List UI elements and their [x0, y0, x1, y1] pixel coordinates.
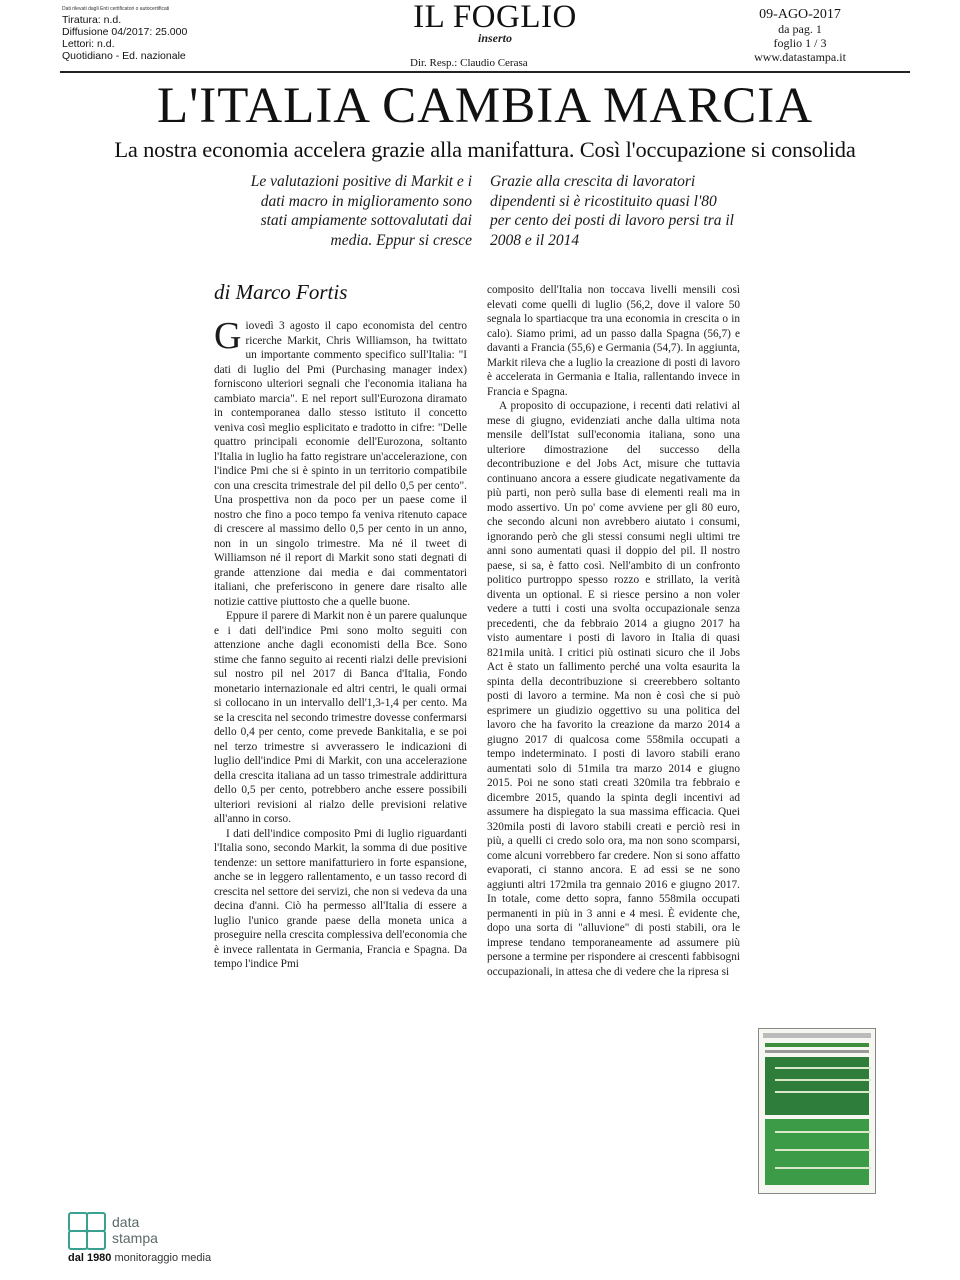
thumb-line	[775, 1149, 871, 1151]
logo-word-stampa: stampa	[112, 1230, 158, 1246]
logo-tagline: dal 1980 monitoraggio media	[68, 1252, 212, 1264]
thumb-subtitle	[765, 1050, 869, 1053]
da-pag: da pag. 1	[778, 22, 822, 36]
tiratura: Tiratura: n.d.	[62, 14, 122, 26]
article-column-2	[487, 283, 740, 1195]
quotidiano: Quotidiano - Ed. nazionale	[62, 50, 186, 62]
masthead-name: IL FOGLIO	[413, 0, 577, 35]
paragraph: A proposito di occupazione, i recenti dati relativi al mese di giugno, evidenziati anche dalla ultima nota mensile dell'Istat sull'economia italiana, sono una ulteriore dimostrazione del successo della decontribuzione e del Jobs Act, misure che tuttavia continuano ancora a essere giudicate negativamente da più parti, non però sulla base di elementi reali ma in modo assertivo. Un po' come avviene per gli 80 euro, che secondo alcuni non avrebbero aiutato i consumi, ignorando però che gli stessi consumi negli ultimi tre anni sono aumentati quasi il doppio del pil. Il nostro paese, si sa, è fatto così. Nell'ambito di un confronto politico purtroppo spesso rozzo e strillato, la verità diventa un optional. E si riesce persino a non voler vedere a tutti i costi una svolta occupazionale senza precedenti, che da febbraio 2014 a giugno 2017 ha visto aumentare i posti di lavoro in Italia di quasi 821mila unità. I critici più ostinati sicuro che il Jobs Act è stato un fallimento perché una volta esaurita la spinta della decontribuzione si creerebbero soltanto posti di lavoro a termine. Ma non è così che si può esprimere un giudizio oggettivo su una politica del lavoro che ha favorito la creazione da marzo 2014 a giugno 2017 di qualcosa come 558mila occupati a tempo indeterminato. I posti di lavoro stabili erano aumentati solo di 51mila tra marzo 2014 e giugno 2015. Poi ne sono stati creati 320mila tra febbraio e dicembre 2015, quando la spinta degli incentivi ad assumere ha dispiegato la sua massima efficacia. Quei 320mila posti di lavoro stabili creati e perciò resi in più, a quelli ci credo solo ora, ma non sono scomparsi, come alcuni vorrebbero far credere. Non si sono affatto evaporati, ci stanno ancora. E ad essi se ne sono aggiunti altri 172mila tra gennaio 2016 e giugno 2017. In totale, come detto sopra, fanno 558mila occupati permanenti in più in 3 anni e 4 mesi. È evidente che, dopo una sorta di "alluvione" di posti stabili, ora le imprese tendano temporaneamente ad assumere più persone a termine per rispondere ai crescenti fabbisogni occupazionali, in attesa che di vedere che la ripresa si	[487, 400, 740, 978]
header-info	[62, 6, 362, 62]
thumb-line	[775, 1067, 871, 1069]
paragraph: Giovedì 3 agosto il capo economista del centro ricerche Markit, Chris Williamson, ha twittato un importante commento specifico sull'Italia: "I dati di luglio del Pmi (Purchasing manager index) forniscono ulteriori segnali che l'economia italiana ha cambiato marcia". E nel report sull'Eurozona diramato in contemporanea dallo stesso istituto il concetto veniva così meglio esplicitato e tradotto in cifre: "Delle quattro principali economie dell'Eurozona, soltanto l'Italia in luglio ha fatto registrare un'accelerazione, con l'indice Pmi che si è spinto in un territorio compatibile con una crescita trimestrale del pil dello 0,5 per cento". Una prospettiva non da poco per un paese come il nostro che fino a poco tempo fa veniva ritenuto capace di crescere al massimo dello 0,5 per cento in un anno, non in un singolo trimestre. Ma né il tweet di Williamson né il report di Markit sono stati degnati di grande attenzione dai media e dai commentatori italiani, che preferiscono in genere dare risalto alle notizie cattive piuttosto che a quelle buone.	[214, 319, 467, 608]
tiny-note: Dati rilevati dagli Enti certificatori o autocertificati	[62, 6, 170, 12]
masthead	[380, 2, 610, 44]
foglio: foglio 1 / 3	[773, 36, 827, 50]
intro-right: Grazie alla crescita di lavoratori dipendenti si è ricostituito quasi l'80 per cento dei posti di lavoro persi tra il 2008 e il 2014	[490, 173, 734, 249]
thumb-line	[775, 1167, 871, 1169]
thumb-line	[775, 1131, 871, 1133]
date: 09-AGO-2017	[759, 7, 841, 22]
lettori: Lettori: n.d.	[62, 38, 115, 50]
logo-word-data: data	[112, 1214, 140, 1230]
masthead-inserto: inserto	[477, 31, 512, 45]
byline: di Marco Fortis	[214, 280, 348, 304]
page-thumbnail[interactable]	[758, 1028, 876, 1194]
article-column-1	[214, 319, 467, 1214]
logo-squares-icon	[68, 1212, 108, 1252]
website-link[interactable]: www.datastampa.it	[754, 50, 846, 64]
direttore: Dir. Resp.: Claudio Cerasa	[410, 57, 528, 69]
article-subhead: La nostra economia accelera grazie alla manifattura. Così l'occupazione si consolida	[114, 137, 856, 162]
thumb-line	[775, 1091, 871, 1093]
diffusione: Diffusione 04/2017: 25.000	[62, 26, 188, 38]
thumb-header	[763, 1033, 871, 1038]
header-meta	[700, 8, 900, 64]
datastampa-logo	[68, 1212, 228, 1272]
logo-square	[68, 1212, 88, 1232]
thumb-title-bar	[765, 1043, 869, 1047]
logo-square	[86, 1212, 106, 1232]
dropcap: G	[214, 319, 242, 357]
intro-left: Le valutazioni positive di Markit e i dati macro in miglioramento sono stati ampiamente sottovalutati dai media. Eppur si cresce	[250, 173, 472, 249]
header-divider	[60, 71, 910, 73]
paragraph: I dati dell'indice composito Pmi di luglio riguardanti l'Italia sono, secondo Markit, la somma di due positive tendenze: un settore manifatturiero in forte espansione, anche se in leggero rallentamento, e un tasso record di crescita nel settore dei servizi, che non si vedeva da una decina d'anni. Ciò ha permesso all'Italia di essere a luglio l'unico grande paese della moneta unica a proseguire nella crescita complessiva dell'economia che è invece rallentata in Germania, Francia e Spagna. Da tempo l'indice Pmi	[214, 827, 467, 970]
thumb-line	[775, 1079, 871, 1081]
article-headline: L'ITALIA CAMBIA MARCIA	[156, 78, 814, 134]
thumb-chart	[765, 1119, 869, 1185]
paragraph: Eppure il parere di Markit non è un parere qualunque e i dati dell'indice Pmi sono molto seguiti con attenzione anche dagli economisti della Bce. Sono stime che fanno seguito ai recenti rialzi delle previsioni sul nostro pil nel 2017 di Banca d'Italia, Fondo monetario internazionale ed altri centri, le quali ormai si collocano in un intervallo dell'1,3-1,4 per cento. Ma se la crescita nel secondo trimestre dovesse confermarsi dello 0,4 per cento, come prevede Bankitalia, e se poi nel terzo trimestre si avverassero le indicazioni di luglio dell'indice Pmi di Markit, con una accelerazione della crescita italiana ad un tasso trimestrale addirittura dello 0,5 per cento, potrebbero anche essere possibili ulteriori revisioni al rialzo delle previsioni relative all'anno in corso.	[214, 610, 467, 825]
thumb-image	[765, 1057, 869, 1115]
logo-square	[86, 1230, 106, 1250]
logo-square	[68, 1230, 88, 1250]
paragraph: composito dell'Italia non toccava livelli mensili così elevati come quelli di luglio (56,2, dove il valore 50 segnala lo spartiacque tra una economia in crescita o in calo). Siamo primi, ad un passo dalla Spagna (56,7) e davanti a Francia (55,6) e Germania (54,7). In aggiunta, Markit rileva che a luglio la creazione di posti di lavoro è accelerata in Germania e Italia, rallentando invece in Francia e Spagna.	[487, 284, 740, 398]
